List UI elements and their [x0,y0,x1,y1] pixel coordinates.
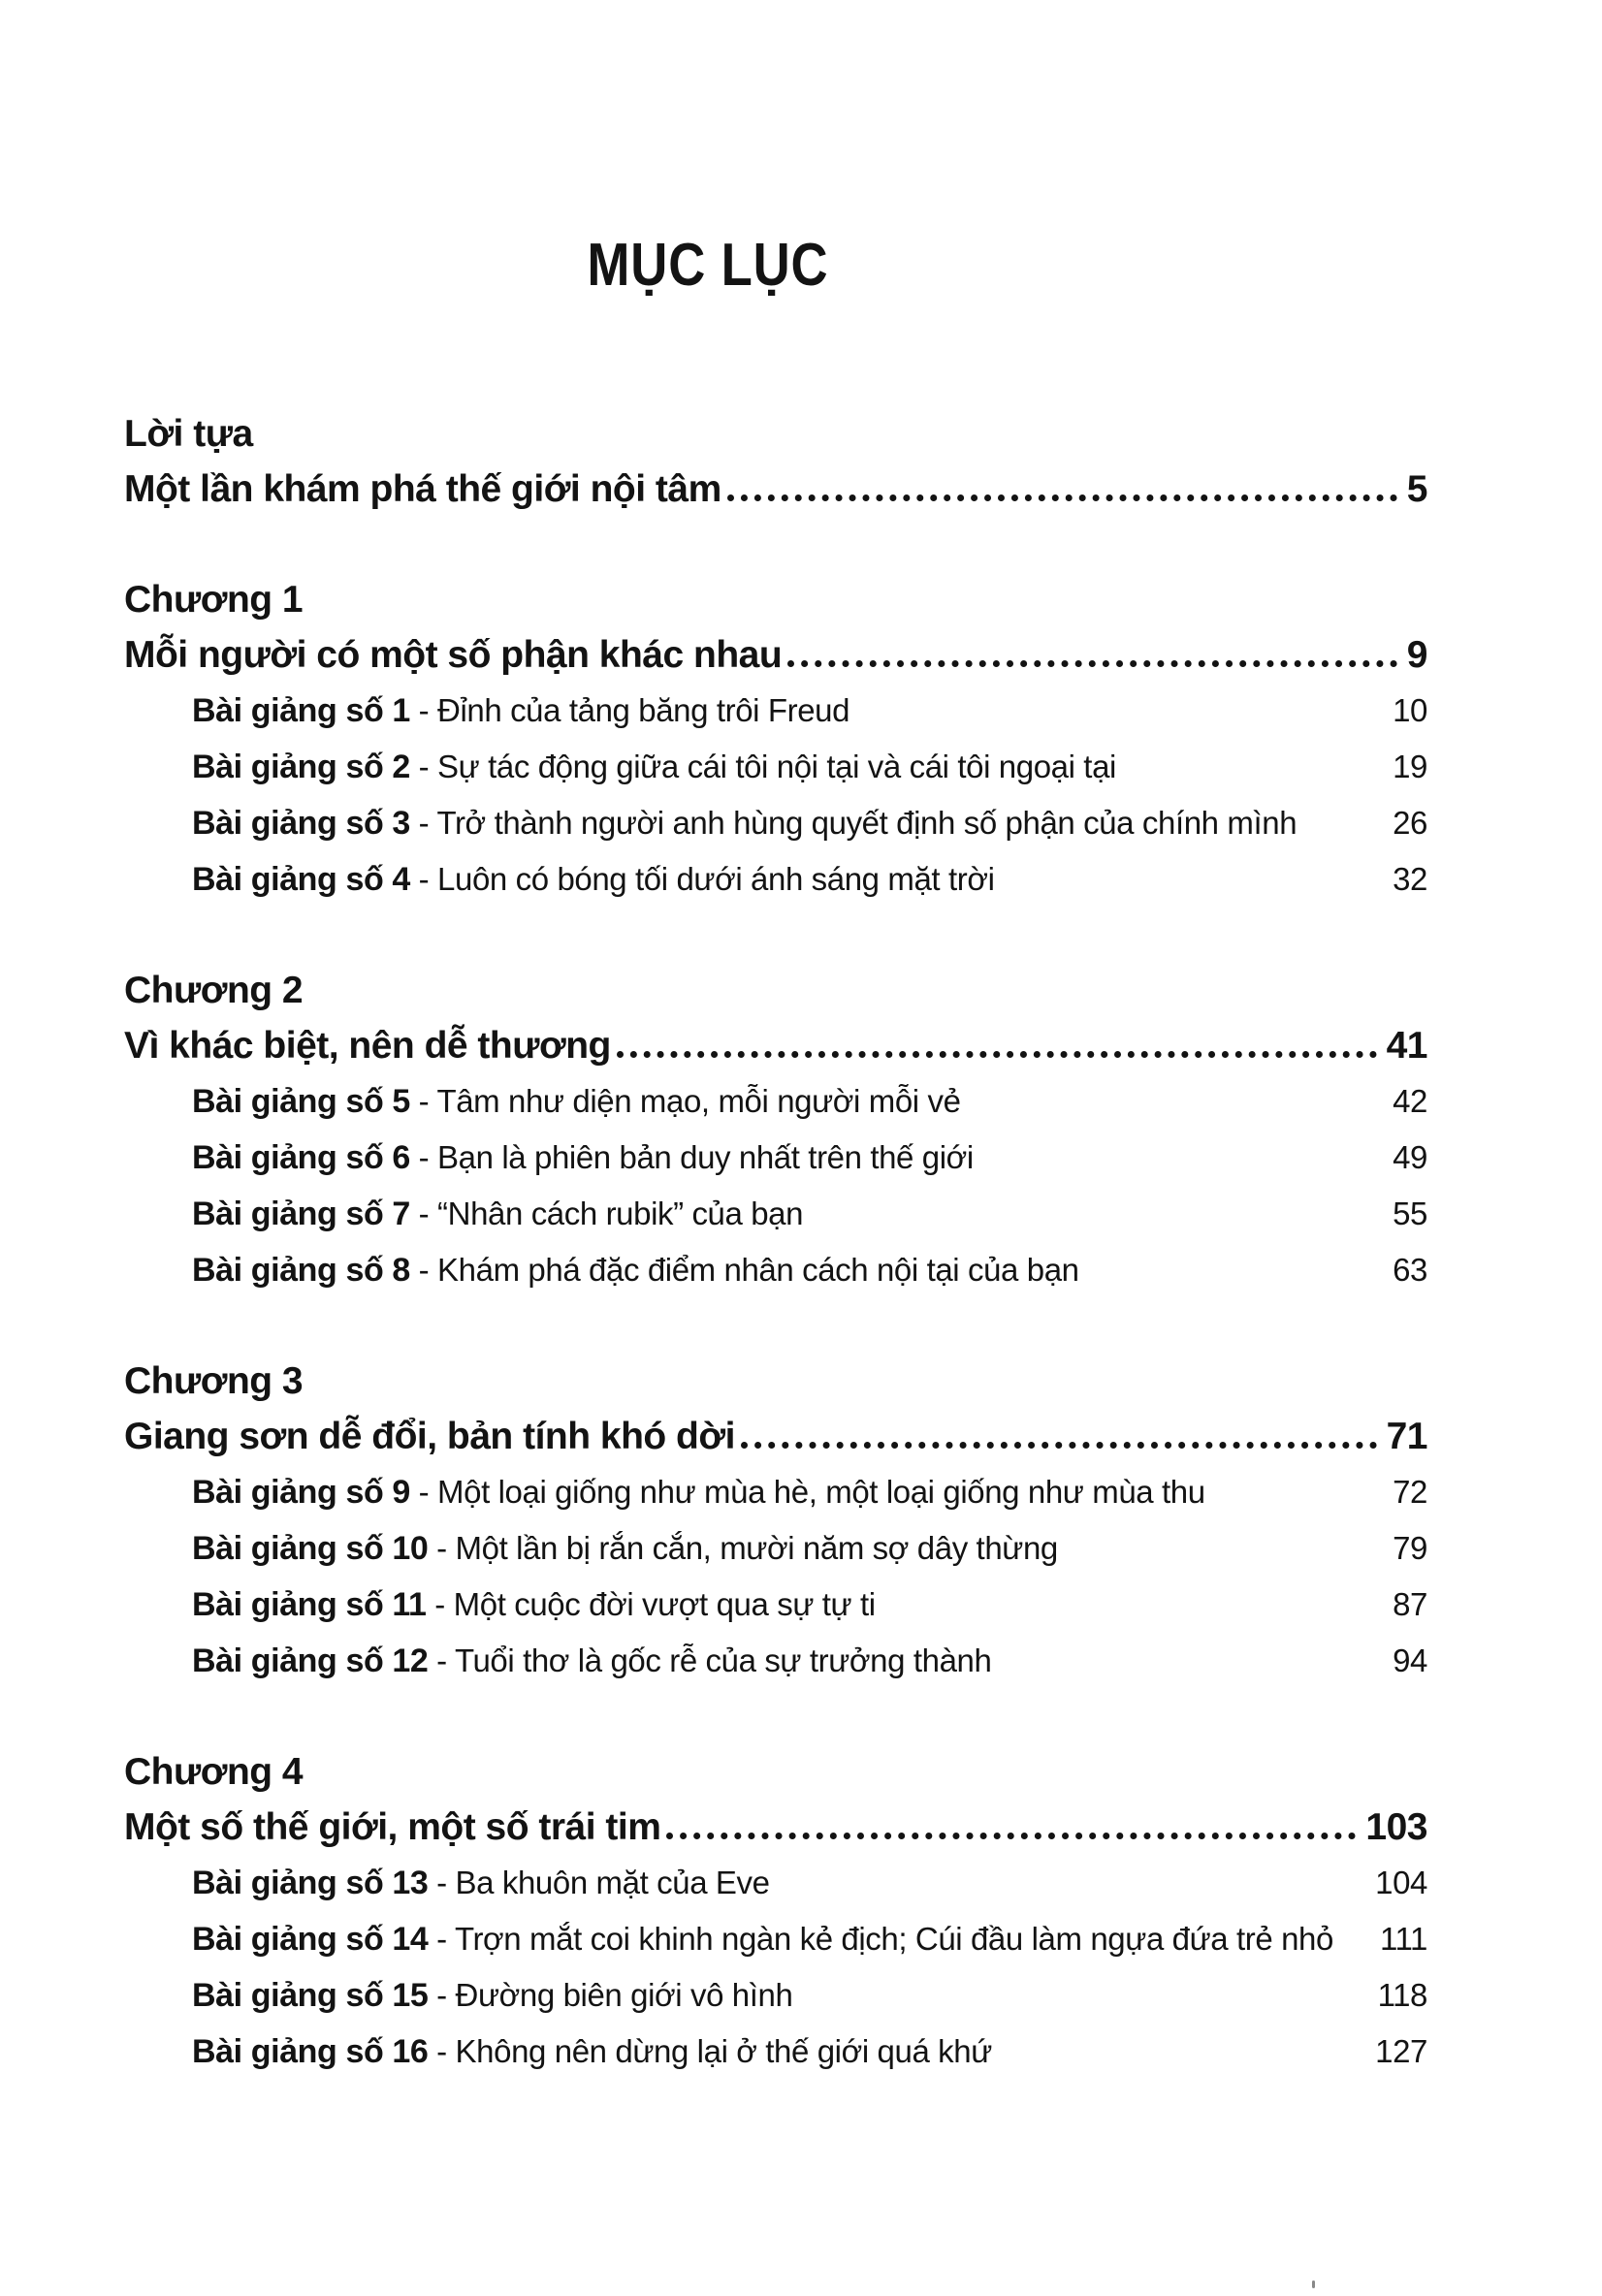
entry-page-number: 104 [1375,1865,1427,1900]
section-entries [124,1855,1427,2080]
section-title: Giang sơn dễ đổi, bản tính khó dời [124,1416,735,1457]
entry-prefix: Bài giảng số 9 [192,1474,410,1511]
toc-entry-row [124,1130,1427,1186]
entry-title: Một loại giống như mùa hè, một loại giống như mùa thu [437,1474,1205,1510]
entry-page-number: 32 [1393,861,1427,897]
entry-text [192,1967,1352,2024]
entry-separator: - [426,1586,454,1622]
entry-title: Một cuộc đời vượt qua sự tự ti [453,1586,876,1622]
entry-prefix: Bài giảng số 16 [192,2033,429,2070]
entry-prefix: Bài giảng số 6 [192,1139,410,1176]
toc-entry-row [124,795,1427,851]
section-title-row [124,462,1427,517]
entry-prefix: Bài giảng số 12 [192,1642,429,1679]
entry-title: Sự tác động giữa cái tôi nội tại và cái tôi ngoại tại [437,749,1116,784]
toc-entry-row [124,1520,1427,1577]
toc-entry-row [124,1633,1427,1689]
section-title: Một số thế giới, một số trái tim [124,1806,661,1848]
entry-text [192,1520,1352,1577]
entry-title: Khám phá đặc điểm nhân cách nội tại của bạn [437,1252,1079,1288]
entry-title: “Nhân cách rubik” của bạn [437,1196,804,1231]
toc-entry-row [124,1073,1427,1130]
entry-text [192,1242,1352,1298]
entry-page-number: 118 [1377,1977,1427,2013]
entry-separator: - [409,805,437,841]
dotted-leader [617,1051,1377,1058]
section-title: Một lần khám phá thế giới nội tâm [124,468,721,510]
entry-page-number: 42 [1393,1083,1427,1119]
toc [124,406,1427,2080]
entry-text [192,1633,1352,1689]
entry-prefix: Bài giảng số 13 [192,1865,429,1901]
entry-text [192,2024,1352,2080]
section-entries [124,683,1427,908]
entry-title: Không nên dừng lại ở thế giới quá khứ [455,2033,992,2069]
entry-text [192,1130,1352,1186]
section-entries [124,1073,1427,1298]
section-page-number: 5 [1406,468,1427,510]
entry-text [192,1464,1352,1520]
section-label: Chương 3 [124,1360,304,1402]
entry-separator: - [409,1196,438,1231]
toc-entry-row [124,2024,1427,2080]
section-title-row [124,1409,1427,1464]
section-label: Chương 2 [124,970,304,1011]
section-page-number: 41 [1386,1025,1427,1067]
entry-text [192,851,1352,908]
entry-page-number: 55 [1393,1196,1427,1231]
entry-prefix: Bài giảng số 10 [192,1530,429,1567]
entry-title: Đỉnh của tảng băng trôi Freud [437,692,850,728]
toc-entry-row [124,1186,1427,1242]
entry-text [192,1577,1352,1633]
entry-separator: - [428,1921,455,1957]
entry-text [192,739,1352,795]
entry-separator: - [409,749,438,784]
entry-separator: - [428,1642,455,1678]
entry-text [192,683,1352,739]
toc-entry-row [124,739,1427,795]
toc-entry-row [124,1967,1427,2024]
section-label: Chương 1 [124,579,304,621]
toc-entry-row [124,851,1427,908]
section-label: Chương 4 [124,1751,304,1793]
section-title-row [124,1018,1427,1073]
entry-title: Tuổi thơ là gốc rễ của sự trưởng thành [454,1642,992,1678]
entry-text [192,1186,1352,1242]
section-title: Mỗi người có một số phận khác nhau [124,634,783,676]
entry-page-number: 26 [1393,805,1427,841]
entry-prefix: Bài giảng số 11 [192,1586,427,1623]
section-entries [124,1464,1427,1689]
toc-section [124,572,1427,908]
section-title: Vì khác biệt, nên dễ thương [124,1025,611,1067]
dotted-leader [666,1833,1356,1839]
entry-page-number: 79 [1393,1530,1427,1566]
scan-artifact [1312,2280,1315,2288]
section-page-number: 9 [1406,634,1427,676]
entry-separator: - [409,1474,438,1510]
entry-text [192,1855,1352,1911]
toc-section [124,406,1427,517]
entry-page-number: 19 [1393,749,1427,784]
dotted-leader [787,660,1397,667]
entry-page-number: 87 [1393,1586,1427,1622]
entry-prefix: Bài giảng số 8 [192,1252,410,1289]
entry-separator: - [409,1139,438,1175]
entry-page-number: 111 [1380,1921,1427,1957]
dotted-leader [727,494,1397,501]
entry-title: Đường biên giới vô hình [455,1977,793,2013]
entry-page-number: 49 [1393,1139,1427,1175]
entry-page-number: 10 [1393,692,1427,728]
toc-entry-row [124,683,1427,739]
toc-section [124,1354,1427,1689]
dotted-leader [741,1442,1377,1449]
entry-text [192,795,1352,851]
entry-title: Luôn có bóng tối dưới ánh sáng mặt trời [437,861,995,897]
toc-entry-row [124,1577,1427,1633]
entry-separator: - [428,2033,456,2069]
entry-title: Trợn mắt coi khinh ngàn kẻ địch; Cúi đầu làm ngựa đứa trẻ nhỏ [454,1921,1333,1957]
entry-title: Ba khuôn mặt của Eve [455,1865,770,1900]
entry-prefix: Bài giảng số 5 [192,1083,410,1120]
toc-entry-row [124,1464,1427,1520]
entry-text [192,1073,1352,1130]
entry-prefix: Bài giảng số 15 [192,1977,429,2014]
entry-separator: - [428,1977,456,2013]
entry-prefix: Bài giảng số 1 [192,692,410,729]
entry-prefix: Bài giảng số 14 [192,1921,429,1958]
entry-prefix: Bài giảng số 4 [192,861,410,898]
entry-text [192,1911,1352,1967]
entry-separator: - [409,1083,437,1119]
entry-title: Trở thành người anh hùng quyết định số phận của chính mình [436,805,1298,841]
entry-page-number: 63 [1393,1252,1427,1288]
section-label: Lời tựa [124,413,253,455]
section-page-number: 103 [1365,1806,1427,1848]
section-page-number: 71 [1386,1416,1427,1457]
toc-entry-row [124,1855,1427,1911]
entry-title: Tâm như diện mạo, mỗi người mỗi vẻ [436,1083,961,1119]
entry-separator: - [409,861,438,897]
section-title-row [124,1800,1427,1855]
entry-title: Một lần bị rắn cắn, mười năm sợ dây thừng [455,1530,1058,1566]
toc-section [124,1744,1427,2080]
entry-page-number: 127 [1375,2033,1427,2069]
entry-separator: - [409,1252,438,1288]
entry-page-number: 94 [1393,1642,1427,1678]
entry-page-number: 72 [1393,1474,1427,1510]
section-title-row [124,627,1427,683]
entry-prefix: Bài giảng số 2 [192,749,410,785]
entry-title: Bạn là phiên bản duy nhất trên thế giới [437,1139,974,1175]
entry-separator: - [428,1865,456,1900]
entry-separator: - [428,1530,456,1566]
entry-prefix: Bài giảng số 7 [192,1196,410,1232]
page-title: MỤC LỤC [587,232,829,299]
entry-prefix: Bài giảng số 3 [192,805,410,842]
entry-separator: - [409,692,438,728]
toc-entry-row [124,1911,1427,1967]
toc-entry-row [124,1242,1427,1298]
toc-section [124,963,1427,1298]
